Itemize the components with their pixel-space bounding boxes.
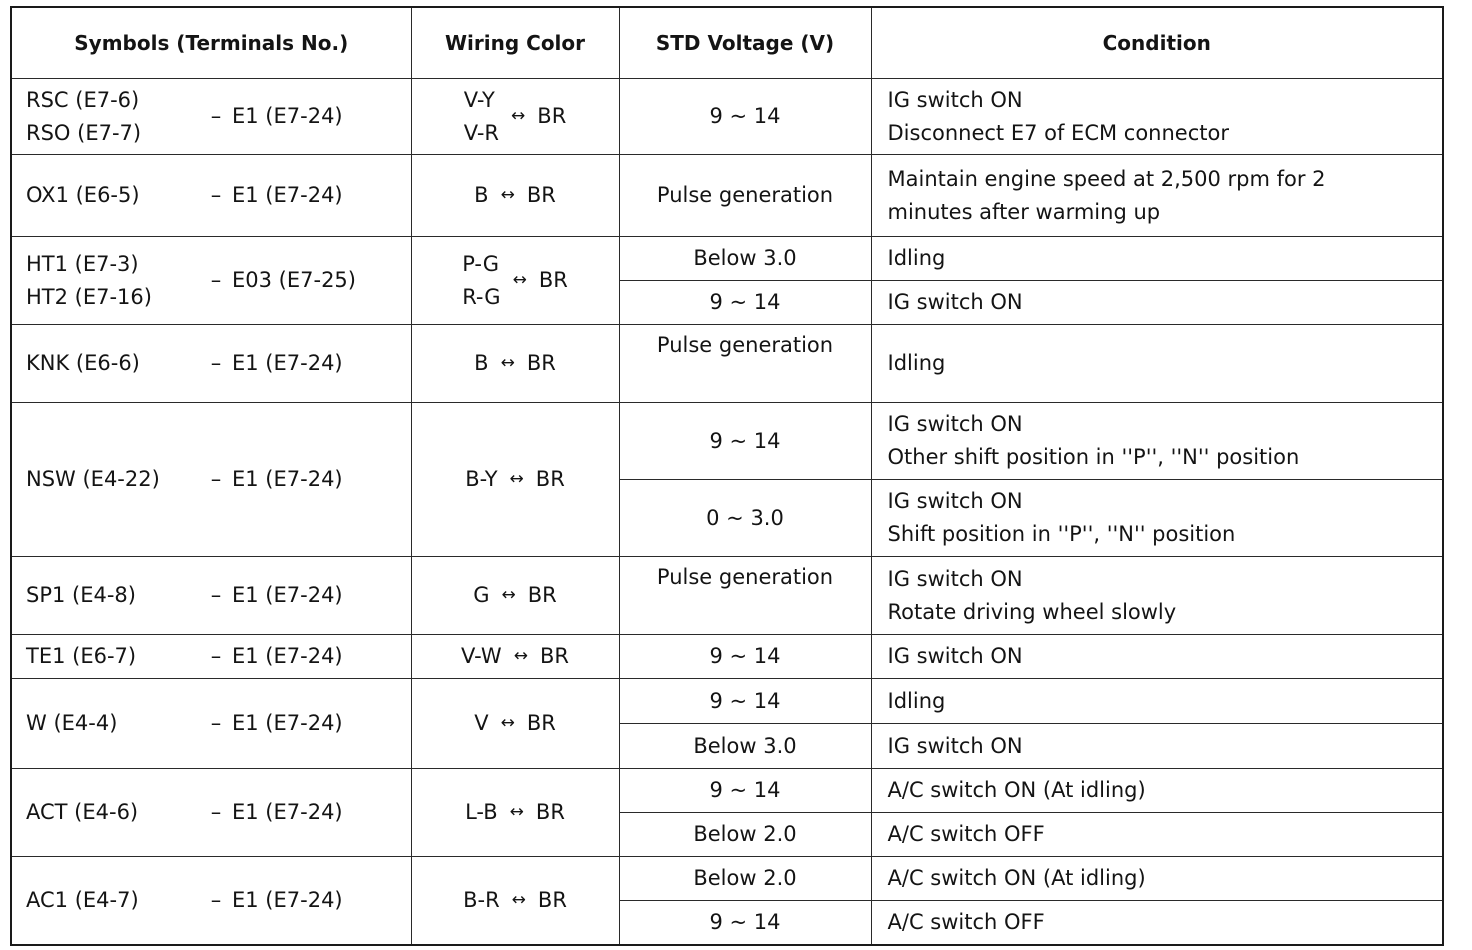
header-symbols: Symbols (Terminals No.) (11, 7, 411, 79)
table-row (11, 635, 1443, 679)
wire-color: V-R (463, 120, 500, 145)
symbols-cell (11, 237, 411, 325)
dash-separator: – (210, 644, 222, 668)
condition-line: IG switch ON (887, 290, 1023, 314)
std-voltage-cell: Below 3.0 (619, 724, 871, 769)
ground-terminal: E1 (E7-24) (232, 644, 343, 668)
double-arrow-icon: ↔ (511, 106, 526, 126)
wire-color: R-G (462, 284, 501, 309)
dash-separator: – (210, 467, 222, 491)
std-voltage-cell: 9 ~ 14 (619, 403, 871, 480)
wiring-color-cell (411, 635, 619, 679)
condition-line: A/C switch ON (At idling) (887, 866, 1146, 890)
table-row (11, 237, 1443, 281)
wire-color: B (474, 183, 489, 207)
condition-line: Maintain engine speed at 2,500 rpm for 2 (887, 166, 1326, 191)
condition-line: IG switch ON (887, 644, 1023, 668)
table-row (11, 155, 1443, 237)
std-voltage-cell: 9 ~ 14 (619, 769, 871, 813)
table-row (11, 79, 1443, 155)
condition-cell (871, 237, 1443, 281)
ground-terminal: E1 (E7-24) (232, 104, 343, 128)
terminal-label: W (E4-4) (26, 711, 118, 735)
condition-line: A/C switch OFF (887, 909, 1045, 934)
condition-cell (871, 325, 1443, 403)
std-voltage-cell: 0 ~ 3.0 (619, 480, 871, 557)
ground-terminal: E03 (E7-25) (232, 268, 356, 292)
ground-terminal: E1 (E7-24) (232, 583, 343, 607)
header-wiring-color: Wiring Color (411, 7, 619, 79)
condition-line: A/C switch OFF (887, 822, 1045, 846)
terminal-label: HT1 (E7-3) (26, 251, 139, 276)
condition-line: Disconnect E7 of ECM connector (887, 120, 1229, 145)
terminal-label: HT2 (E7-16) (26, 284, 152, 309)
wire-color: V (474, 711, 489, 735)
wiring-color-cell (411, 857, 619, 945)
dash-separator: – (210, 711, 222, 735)
header-std-voltage: STD Voltage (V) (619, 7, 871, 79)
ground-terminal: E1 (E7-24) (232, 887, 343, 912)
ground-terminal: E1 (E7-24) (232, 711, 343, 735)
condition-cell (871, 480, 1443, 557)
table-row (11, 679, 1443, 724)
condition-line: Idling (887, 688, 946, 713)
table-row (11, 557, 1443, 635)
terminal-label: ACT (E4-6) (26, 800, 139, 824)
table-row (11, 403, 1443, 480)
ground-terminal: E1 (E7-24) (232, 183, 343, 207)
wire-color: V-Y (463, 87, 495, 112)
symbols-cell (11, 403, 411, 557)
table-body (11, 79, 1443, 945)
terminal-label: NSW (E4-22) (26, 467, 160, 491)
terminal-label: KNK (E6-6) (26, 351, 140, 375)
terminal-voltage-table (10, 6, 1444, 946)
condition-cell (871, 901, 1443, 945)
wire-color-to: BR (538, 268, 568, 292)
condition-line: Idling (887, 246, 946, 270)
terminal-label: AC1 (E4-7) (26, 887, 139, 912)
ground-terminal: E1 (E7-24) (232, 351, 343, 375)
wiring-color-cell (411, 769, 619, 857)
double-arrow-icon: ↔ (500, 185, 515, 205)
condition-cell (871, 857, 1443, 901)
condition-cell (871, 769, 1443, 813)
condition-cell (871, 79, 1443, 155)
std-voltage-cell: 9 ~ 14 (619, 679, 871, 724)
condition-cell (871, 679, 1443, 724)
wire-color: B-Y (465, 467, 498, 491)
double-arrow-icon: ↔ (500, 353, 515, 373)
terminal-label: OX1 (E6-5) (26, 183, 140, 207)
header-row (11, 7, 1443, 79)
std-voltage-cell: Below 3.0 (619, 237, 871, 281)
condition-line: minutes after warming up (887, 199, 1161, 224)
dash-separator: – (210, 268, 222, 292)
double-arrow-icon: ↔ (509, 802, 524, 822)
wire-color-to: BR (537, 104, 567, 128)
symbols-cell (11, 679, 411, 769)
wire-color-to: BR (526, 351, 556, 375)
double-arrow-icon: ↔ (511, 889, 526, 910)
terminal-label: RSO (E7-7) (26, 120, 142, 145)
terminal-label: TE1 (E6-7) (26, 644, 137, 668)
condition-cell (871, 403, 1443, 480)
std-voltage-cell: Pulse generation (619, 155, 871, 237)
terminal-label: SP1 (E4-8) (26, 583, 136, 607)
wire-color-to: BR (537, 887, 567, 912)
wire-color-to: BR (526, 183, 556, 207)
ground-terminal: E1 (E7-24) (232, 467, 343, 491)
ground-terminal: E1 (E7-24) (232, 800, 343, 824)
condition-cell (871, 635, 1443, 679)
symbols-cell (11, 857, 411, 945)
symbols-cell (11, 325, 411, 403)
wiring-color-cell (411, 403, 619, 557)
std-voltage-cell: 9 ~ 14 (619, 79, 871, 155)
std-voltage-cell: Pulse generation (619, 557, 871, 635)
condition-line: IG switch ON (887, 566, 1023, 591)
symbols-cell (11, 155, 411, 237)
double-arrow-icon: ↔ (501, 585, 516, 605)
table-row (11, 769, 1443, 813)
condition-cell (871, 281, 1443, 325)
wire-color: B (474, 351, 489, 375)
wire-color-to: BR (535, 467, 565, 491)
condition-line: A/C switch ON (At idling) (887, 778, 1146, 802)
condition-line: Rotate driving wheel slowly (887, 599, 1177, 624)
condition-cell (871, 557, 1443, 635)
condition-line: IG switch ON (887, 87, 1023, 112)
condition-line: IG switch ON (887, 733, 1023, 758)
std-voltage-cell: Pulse generation (619, 325, 871, 403)
table-row (11, 325, 1443, 403)
dash-separator: – (210, 800, 222, 824)
wiring-color-cell (411, 155, 619, 237)
wire-color: B-R (463, 887, 500, 912)
table-row (11, 857, 1443, 901)
double-arrow-icon: ↔ (513, 646, 528, 666)
condition-line: Other shift position in ''P'', ''N'' position (887, 445, 1300, 469)
symbols-cell (11, 635, 411, 679)
double-arrow-icon: ↔ (500, 713, 515, 733)
dash-separator: – (210, 104, 222, 128)
wiring-color-cell (411, 79, 619, 155)
std-voltage-cell: 9 ~ 14 (619, 281, 871, 325)
condition-cell (871, 813, 1443, 857)
wire-color: P-G (462, 251, 500, 276)
symbols-cell (11, 79, 411, 155)
wiring-color-cell (411, 679, 619, 769)
dash-separator: – (210, 183, 222, 207)
terminal-label: RSC (E7-6) (26, 87, 140, 112)
wire-color-to: BR (526, 711, 556, 735)
wire-color: L-B (465, 800, 498, 824)
dash-separator: – (210, 351, 222, 375)
wire-color: V-W (461, 644, 502, 668)
condition-line: IG switch ON (887, 489, 1023, 513)
symbols-cell (11, 769, 411, 857)
wire-color: G (473, 583, 490, 607)
condition-line: Shift position in ''P'', ''N'' position (887, 522, 1236, 546)
double-arrow-icon: ↔ (512, 270, 527, 290)
wire-color-to: BR (535, 800, 565, 824)
condition-line: IG switch ON (887, 412, 1023, 436)
symbols-cell (11, 557, 411, 635)
wire-color-to: BR (539, 644, 569, 668)
condition-cell (871, 724, 1443, 769)
std-voltage-cell: 9 ~ 14 (619, 635, 871, 679)
condition-line: Idling (887, 351, 946, 375)
wiring-color-cell (411, 237, 619, 325)
dash-separator: – (210, 583, 222, 607)
wire-color-to: BR (527, 583, 557, 607)
double-arrow-icon: ↔ (509, 469, 524, 489)
dash-separator: – (210, 887, 222, 912)
std-voltage-cell: Below 2.0 (619, 857, 871, 901)
wiring-color-cell (411, 325, 619, 403)
header-condition: Condition (871, 7, 1443, 79)
std-voltage-cell: 9 ~ 14 (619, 901, 871, 945)
std-voltage-cell: Below 2.0 (619, 813, 871, 857)
wiring-color-cell (411, 557, 619, 635)
condition-cell (871, 155, 1443, 237)
